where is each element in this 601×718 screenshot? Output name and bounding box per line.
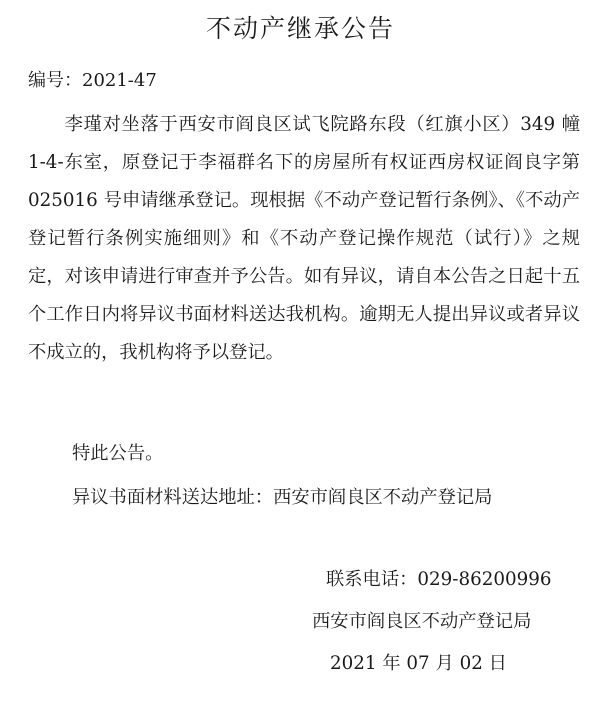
notice-title: 不动产继承公告 [205, 14, 395, 43]
contact-phone: 联系电话：029-86200996 [326, 569, 552, 590]
closing-statement: 特此公告。 [72, 443, 164, 464]
notice-date: 2021 年 07 月 02 日 [330, 653, 507, 674]
issuing-authority: 西安市阎良区不动产登记局 [312, 611, 532, 632]
document-number: 编号：2021-47 [28, 70, 157, 91]
objection-address: 异议书面材料送达地址：西安市阎良区不动产登记局 [72, 487, 493, 508]
notice-body: 李瑾对坐落于西安市阎良区试飞院路东段（红旗小区）349 幢 1-4-东室，原登记于李福群名下的房屋所有权证西房权证阎良字第 025016 号申请继承登记。现根据《不动产登记暂行条例》、《不动产登记暂行条例实施细则》和《不动产登记操作规范（试行）》之规定，对该申请进行审查并予公告。如有异议，请自本公告之日起十五个工作日内将异议书面材料送达我机构。逾期无人提出异议或者异议不成立的，我机构将予以登记。 [28, 114, 580, 363]
